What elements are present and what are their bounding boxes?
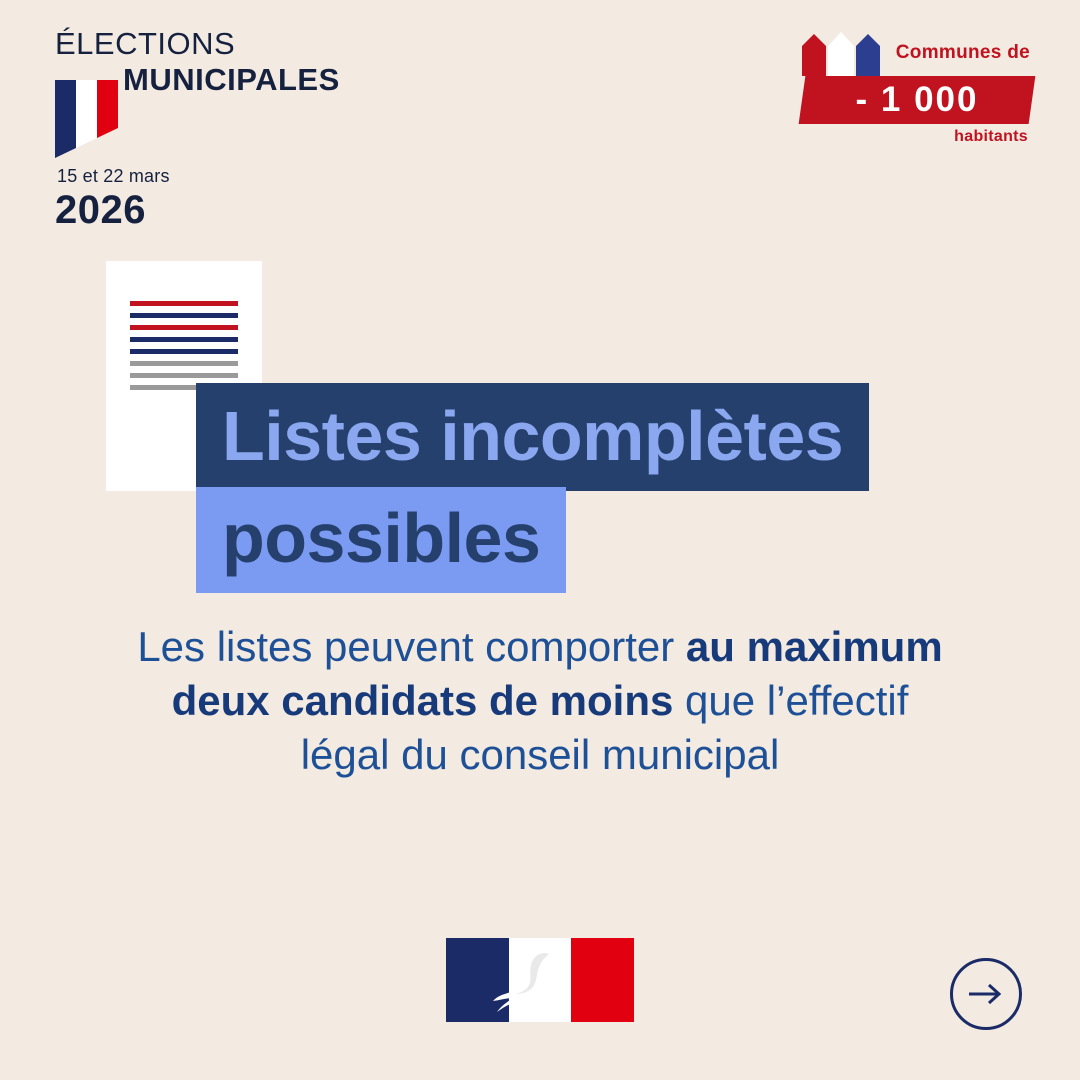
logo-title-line2: MUNICIPALES	[123, 61, 340, 97]
page-title-line2: possibles	[196, 487, 566, 593]
arrow-right-glyph	[967, 981, 1005, 1007]
body-part2-bold: au maximum deux candidats de moins	[171, 623, 943, 724]
body-part1: Les listes peuvent comporter	[137, 623, 686, 670]
badge-value: - 1 000	[855, 80, 979, 119]
election-dates: 15 et 22 mars	[57, 166, 170, 186]
body-paragraph	[130, 620, 950, 781]
three-houses-icon	[802, 34, 882, 76]
marianne-republique-francaise-logo	[446, 938, 634, 1022]
body-part3: que l’effectif légal du conseil municipal	[300, 676, 909, 778]
commune-size-badge	[802, 30, 1032, 150]
french-flag-icon	[55, 80, 118, 158]
logo-title-line1: ÉLECTIONS	[55, 26, 236, 61]
election-year: 2026	[55, 188, 146, 232]
badge-label-bottom: habitants	[954, 128, 1028, 145]
badge-label-top: Communes de	[895, 42, 1030, 63]
arrow-right-icon[interactable]	[950, 958, 1022, 1030]
marianne-profile-icon	[491, 946, 577, 1014]
elections-logo	[55, 26, 475, 232]
page-title	[196, 383, 869, 593]
page-title-line1: Listes incomplètes	[196, 383, 869, 491]
